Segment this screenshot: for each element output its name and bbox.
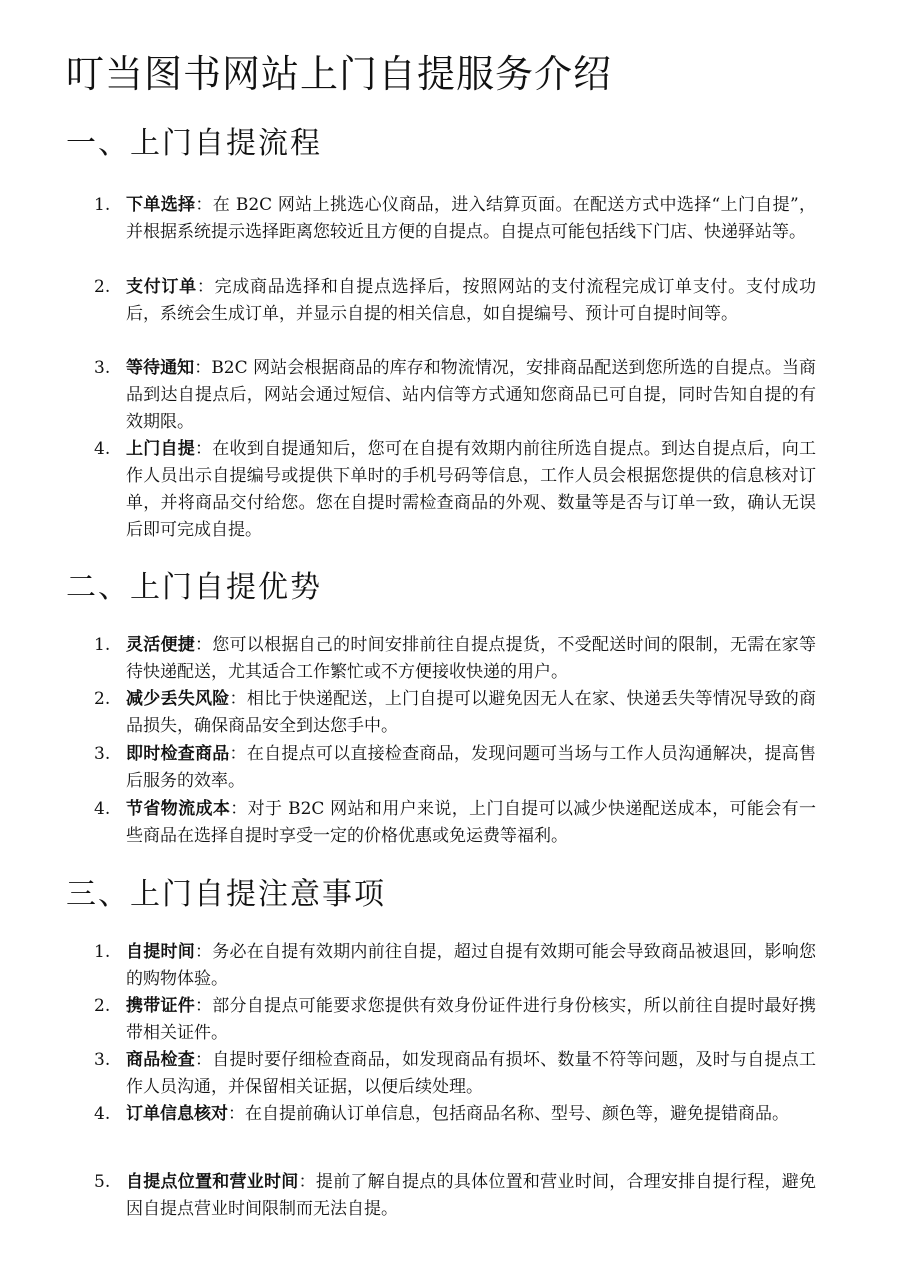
list-item-term: 订单信息核对	[126, 1104, 228, 1124]
list-item-description: 您可以根据自己的时间安排前往自提点提货，不受配送时间的限制，无需在家等待快递配送，尤其适合工作繁忙或不方便接收快递的用户。	[126, 635, 817, 682]
list-item-separator: ：	[195, 635, 213, 655]
list-item-text	[126, 436, 816, 544]
list-item-text	[126, 355, 816, 436]
list-item-description: 相比于快递配送，上门自提可以避免因无人在家、快递丢失等情况导致的商品损失，确保商品安全到达您手中。	[126, 689, 817, 736]
list-item-number: 3.	[94, 1050, 111, 1070]
list-item-separator: ：	[195, 439, 213, 459]
list-item-separator: ：	[228, 1104, 245, 1124]
list-item-term: 商品检查	[126, 1050, 196, 1070]
list-item-description: 务必在自提有效期内前往自提，超过自提有效期可能会导致商品被退回，影响您的购物体验。	[126, 942, 817, 989]
list-item-number: 2.	[94, 689, 111, 709]
list-item-text	[126, 1101, 816, 1128]
section-heading-process: 一、上门自提流程	[66, 126, 322, 161]
list-item-description: 在自提前确认订单信息，包括商品名称、型号、颜色等，避免提错商品。	[245, 1104, 789, 1124]
list-item-number: 5.	[94, 1172, 111, 1192]
list-item-number: 1.	[94, 942, 111, 962]
list-item-separator: ：	[229, 744, 247, 764]
list-item-separator: ：	[195, 996, 213, 1016]
list-item-text	[126, 939, 816, 993]
list-item-separator: ：	[230, 799, 248, 819]
section-heading-advantages: 二、上门自提优势	[66, 570, 322, 605]
list-item-separator: ：	[195, 942, 213, 962]
list-item-text	[126, 632, 816, 686]
list-item-separator: ：	[194, 358, 212, 378]
list-item-separator: ：	[195, 195, 213, 215]
list-item-number: 3.	[94, 358, 111, 378]
list-item-text	[126, 1047, 816, 1101]
list-item-term: 即时检查商品	[126, 744, 230, 764]
list-item-separator: ：	[196, 277, 215, 297]
list-item-text	[126, 1169, 816, 1223]
list-item-term: 灵活便捷	[126, 635, 196, 655]
document-title: 叮当图书网站上门自提服务介绍	[66, 52, 613, 96]
list-item-text	[126, 686, 816, 740]
list-item-description: 部分自提点可能要求您提供有效身份证件进行身份核实，所以前往自提时最好携带相关证件。	[126, 996, 817, 1043]
list-item-term: 携带证件	[126, 996, 196, 1016]
list-item-number: 3.	[94, 744, 111, 764]
list-item-separator: ：	[229, 689, 247, 709]
list-item-term: 节省物流成本	[126, 799, 231, 819]
list-item-separator: ：	[195, 1050, 213, 1070]
list-item-description: 自提时要仔细检查商品，如发现商品有损坏、数量不符等问题，及时与自提点工作人员沟通，并保留相关证据，以便后续处理。	[126, 1050, 817, 1097]
list-item-term: 等待通知	[126, 358, 195, 378]
list-item-term: 支付订单	[126, 277, 197, 297]
list-item-term: 减少丢失风险	[126, 689, 230, 709]
list-item-term: 上门自提	[126, 439, 196, 459]
list-item-text	[126, 274, 816, 328]
list-item-description: 完成商品选择和自提点选择后，按照网站的支付流程完成订单支付。支付成功后，系统会生成订单，并显示自提的相关信息，如自提编号、预计可自提时间等。	[126, 277, 817, 324]
list-item-text	[126, 796, 816, 850]
list-item-number: 2.	[94, 277, 111, 297]
list-item-description: 提前了解自提点的具体位置和营业时间，合理安排自提行程，避免因自提点营业时间限制而无法自提。	[126, 1172, 817, 1219]
list-item-text	[126, 192, 816, 246]
list-item-description: B2C 网站会根据商品的库存和物流情况，安排商品配送到您所选的自提点。当商品到达自提点后，网站会通过短信、站内信等方式通知您商品已可自提，同时告知自提的有效期限。	[126, 358, 817, 432]
list-item-term: 自提点位置和营业时间	[126, 1172, 299, 1192]
list-item-number: 1.	[94, 635, 111, 655]
list-item-number: 1.	[94, 195, 111, 215]
list-item-number: 4.	[94, 1104, 111, 1124]
list-item-term: 下单选择	[126, 195, 196, 215]
list-item-number: 4.	[94, 799, 111, 819]
list-item-term: 自提时间	[126, 942, 196, 962]
section-heading-notes: 三、上门自提注意事项	[66, 877, 386, 912]
list-item-description: 对于 B2C 网站和用户来说，上门自提可以减少快递配送成本，可能会有一些商品在选择自提时享受一定的价格优惠或免运费等福利。	[126, 799, 817, 846]
list-item-number: 4.	[94, 439, 111, 459]
list-item-description: 在收到自提通知后，您可在自提有效期内前往所选自提点。到达自提点后，向工作人员出示自提编号或提供下单时的手机号码等信息，工作人员会根据您提供的信息核对订单，并将商品交付给您。您在自提时需检查商品的外观、数量等是否与订单一致，确认无误后即可完成自提。	[126, 439, 817, 540]
list-item-number: 2.	[94, 996, 111, 1016]
list-item-text	[126, 993, 816, 1047]
list-item-text	[126, 741, 816, 795]
list-item-separator: ：	[298, 1172, 316, 1192]
list-item-description: 在自提点可以直接检查商品，发现问题可当场与工作人员沟通解决，提高售后服务的效率。	[126, 744, 817, 791]
list-item-description: 在 B2C 网站上挑选心仪商品，进入结算页面。在配送方式中选择“上门自提”，并根据系统提示选择距离您较近且方便的自提点。自提点可能包括线下门店、快递驿站等。	[126, 195, 817, 242]
